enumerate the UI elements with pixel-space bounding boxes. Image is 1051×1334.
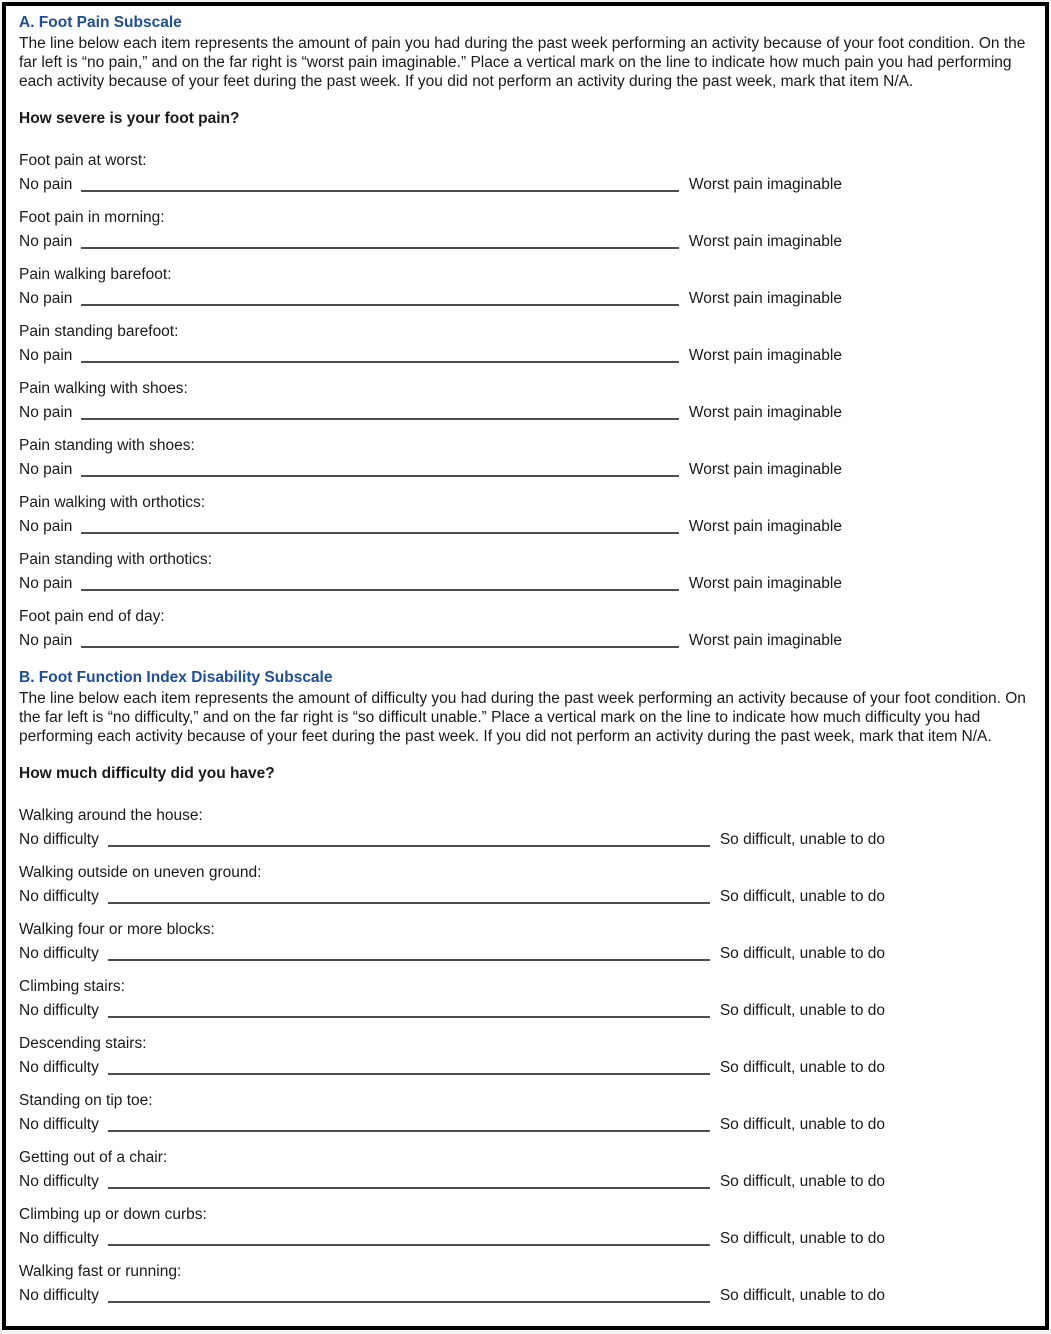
vas-right-anchor-label: Worst pain imaginable (688, 461, 842, 478)
vas-item (19, 1148, 1031, 1192)
section-a-instructions: The line below each item represents the amount of pain you had during the past week performing an activity because of your foot condition. On the far left is “no pain,” and on the far right is “worst pain imaginable.” Place a vertical mark on the line to indicate how much pain you had performing each activity because of your feet during the past week. If you did not perform an activity during the past week, mark that item N/A. (19, 35, 1026, 90)
vas-right-anchor-label: So difficult, unable to do (719, 1173, 885, 1190)
vas-item (19, 1205, 1031, 1249)
section-b-instructions: The line below each item represents the amount of difficulty you had during the past week performing an activity because of your foot condition. On the far left is “no difficulty,” and on the far right is “so difficult unable.” Place a vertical mark on the line to indicate how much difficulty you had performing each activity because of your feet during the past week. If you did not perform an activity during the past week, mark that item N/A. (19, 690, 1026, 745)
vas-left-anchor-label: No pain (19, 290, 73, 307)
section-disability-subscale (19, 668, 1031, 1306)
vas-left-anchor-label: No difficulty (19, 945, 99, 962)
vas-item (19, 151, 1031, 195)
vas-response-line[interactable] (108, 1073, 710, 1075)
vas-response-line[interactable] (81, 418, 678, 420)
vas-right-anchor-label: So difficult, unable to do (719, 1230, 885, 1247)
vas-item (19, 1262, 1031, 1306)
vas-left-anchor-label: No difficulty (19, 1116, 99, 1133)
vas-right-anchor-label: So difficult, unable to do (719, 1002, 885, 1019)
vas-left-anchor-label: No pain (19, 518, 73, 535)
vas-left-anchor-label: No pain (19, 233, 73, 250)
vas-response-line[interactable] (108, 1301, 710, 1303)
vas-row (19, 1113, 885, 1135)
vas-left-anchor-label: No difficulty (19, 1059, 99, 1076)
vas-item (19, 550, 1031, 594)
vas-item-label: Climbing stairs: (19, 978, 125, 995)
vas-response-line[interactable] (81, 646, 678, 648)
vas-right-anchor-label: Worst pain imaginable (688, 632, 842, 649)
vas-right-anchor-label: So difficult, unable to do (719, 1287, 885, 1304)
vas-item (19, 436, 1031, 480)
vas-item-label: Pain standing with shoes: (19, 437, 195, 454)
section-a-items (19, 151, 1031, 651)
vas-left-anchor-label: No pain (19, 347, 73, 364)
vas-item (19, 1091, 1031, 1135)
vas-row (19, 1170, 885, 1192)
vas-right-anchor-label: So difficult, unable to do (719, 888, 885, 905)
vas-right-anchor-label: Worst pain imaginable (688, 575, 842, 592)
vas-response-line[interactable] (108, 1016, 710, 1018)
vas-row (19, 458, 842, 480)
vas-response-line[interactable] (81, 589, 678, 591)
vas-item-label: Pain walking with shoes: (19, 380, 188, 397)
vas-right-anchor-label: Worst pain imaginable (688, 518, 842, 535)
vas-response-line[interactable] (81, 361, 678, 363)
vas-row (19, 572, 842, 594)
section-a-heading: A. Foot Pain Subscale (19, 14, 182, 31)
vas-right-anchor-label: Worst pain imaginable (688, 290, 842, 307)
vas-right-anchor-label: Worst pain imaginable (688, 233, 842, 250)
vas-left-anchor-label: No difficulty (19, 1173, 99, 1190)
vas-left-anchor-label: No pain (19, 461, 73, 478)
vas-row (19, 344, 842, 366)
vas-item-label: Foot pain end of day: (19, 608, 165, 625)
vas-response-line[interactable] (108, 1130, 710, 1132)
vas-item-label: Walking fast or running: (19, 1263, 182, 1280)
vas-item (19, 322, 1031, 366)
vas-item-label: Pain walking barefoot: (19, 266, 172, 283)
vas-row (19, 287, 842, 309)
vas-left-anchor-label: No pain (19, 575, 73, 592)
vas-row (19, 828, 885, 850)
section-a-question: How severe is your foot pain? (19, 110, 240, 127)
vas-item-label: Climbing up or down curbs: (19, 1206, 207, 1223)
vas-response-line[interactable] (81, 532, 678, 534)
vas-item-label: Walking four or more blocks: (19, 921, 215, 938)
vas-left-anchor-label: No difficulty (19, 831, 99, 848)
vas-item-label: Foot pain at worst: (19, 152, 147, 169)
vas-item (19, 806, 1031, 850)
vas-left-anchor-label: No difficulty (19, 1230, 99, 1247)
vas-item-label: Foot pain in morning: (19, 209, 165, 226)
vas-right-anchor-label: Worst pain imaginable (688, 176, 842, 193)
vas-row (19, 1056, 885, 1078)
vas-row (19, 1227, 885, 1249)
vas-right-anchor-label: Worst pain imaginable (688, 347, 842, 364)
vas-response-line[interactable] (108, 1187, 710, 1189)
vas-row (19, 1284, 885, 1306)
vas-row (19, 885, 885, 907)
vas-item-label: Walking outside on uneven ground: (19, 864, 262, 881)
vas-row (19, 515, 842, 537)
vas-item (19, 493, 1031, 537)
vas-item (19, 208, 1031, 252)
vas-row (19, 401, 842, 423)
vas-item-label: Standing on tip toe: (19, 1092, 153, 1109)
vas-item (19, 379, 1031, 423)
vas-right-anchor-label: So difficult, unable to do (719, 945, 885, 962)
vas-item (19, 920, 1031, 964)
vas-left-anchor-label: No pain (19, 176, 73, 193)
vas-response-line[interactable] (108, 845, 710, 847)
vas-response-line[interactable] (81, 190, 678, 192)
vas-left-anchor-label: No difficulty (19, 1287, 99, 1304)
vas-left-anchor-label: No difficulty (19, 1002, 99, 1019)
vas-item-label: Pain standing barefoot: (19, 323, 179, 340)
vas-right-anchor-label: So difficult, unable to do (719, 1116, 885, 1133)
vas-response-line[interactable] (108, 902, 710, 904)
vas-item-label: Descending stairs: (19, 1035, 147, 1052)
vas-row (19, 629, 842, 651)
section-foot-pain-subscale (19, 13, 1031, 651)
vas-item-label: Walking around the house: (19, 807, 203, 824)
vas-row (19, 999, 885, 1021)
section-b-items (19, 806, 1031, 1306)
vas-row (19, 173, 842, 195)
vas-item (19, 863, 1031, 907)
vas-row (19, 230, 842, 252)
vas-left-anchor-label: No difficulty (19, 888, 99, 905)
vas-right-anchor-label: So difficult, unable to do (719, 831, 885, 848)
vas-item (19, 265, 1031, 309)
vas-item-label: Pain standing with orthotics: (19, 551, 212, 568)
questionnaire-page (2, 2, 1049, 1330)
vas-response-line[interactable] (108, 959, 710, 961)
vas-item (19, 607, 1031, 651)
vas-right-anchor-label: Worst pain imaginable (688, 404, 842, 421)
vas-left-anchor-label: No pain (19, 632, 73, 649)
vas-row (19, 942, 885, 964)
vas-response-line[interactable] (81, 475, 678, 477)
vas-response-line[interactable] (81, 304, 678, 306)
vas-item-label: Pain walking with orthotics: (19, 494, 206, 511)
vas-response-line[interactable] (81, 247, 678, 249)
vas-item (19, 1034, 1031, 1078)
vas-left-anchor-label: No pain (19, 404, 73, 421)
vas-item-label: Getting out of a chair: (19, 1149, 168, 1166)
vas-item (19, 977, 1031, 1021)
section-b-heading: B. Foot Function Index Disability Subscale (19, 669, 333, 686)
vas-right-anchor-label: So difficult, unable to do (719, 1059, 885, 1076)
vas-response-line[interactable] (108, 1244, 710, 1246)
section-b-question: How much difficulty did you have? (19, 765, 275, 782)
